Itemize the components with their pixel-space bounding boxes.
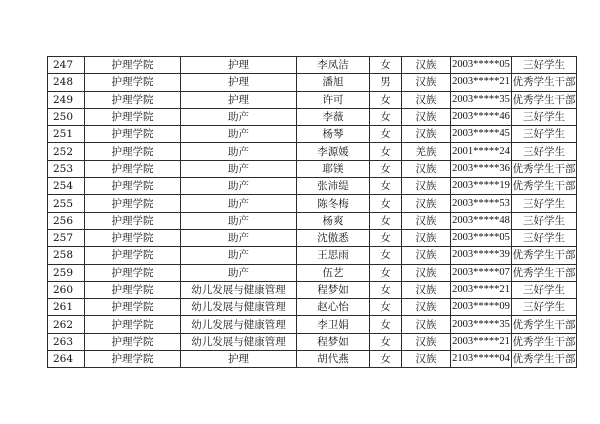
honor-cell: 优秀学生干部 (512, 160, 577, 177)
student-name-cell: 程梦如 (297, 333, 370, 350)
college-cell: 护理学院 (85, 57, 181, 74)
student-id-cell: 2003*****19 (451, 178, 512, 195)
college-cell: 护理学院 (85, 333, 181, 350)
ethnicity-cell: 汉族 (402, 281, 451, 298)
honor-cell: 优秀学生干部 (512, 333, 577, 350)
student-id-cell: 2003*****35 (451, 316, 512, 333)
gender-cell: 女 (370, 229, 402, 246)
table-row (48, 160, 577, 177)
student-id-cell: 2003*****45 (451, 126, 512, 143)
college-cell: 护理学院 (85, 195, 181, 212)
table-row (48, 229, 577, 246)
table-row (48, 333, 577, 350)
student-name-cell: 程梦如 (297, 281, 370, 298)
ethnicity-cell: 汉族 (402, 108, 451, 125)
row-number: 264 (48, 351, 85, 368)
honor-cell: 优秀学生干部 (512, 264, 577, 281)
student-name-cell: 耶镁 (297, 160, 370, 177)
row-number: 258 (48, 247, 85, 264)
gender-cell: 女 (370, 333, 402, 350)
major-cell: 幼儿发展与健康管理 (181, 316, 297, 333)
ethnicity-cell: 羌族 (402, 143, 451, 160)
table-row (48, 316, 577, 333)
honor-cell: 优秀学生干部 (512, 91, 577, 108)
gender-cell: 女 (370, 212, 402, 229)
student-id-cell: 2003*****05 (451, 229, 512, 246)
student-name-cell: 李卫娟 (297, 316, 370, 333)
student-name-cell: 张沛缇 (297, 178, 370, 195)
college-cell: 护理学院 (85, 74, 181, 91)
ethnicity-cell: 汉族 (402, 160, 451, 177)
student-name-cell: 赵心怡 (297, 299, 370, 316)
table-row (48, 178, 577, 195)
row-number: 250 (48, 108, 85, 125)
major-cell: 助产 (181, 178, 297, 195)
table-body (48, 57, 577, 368)
student-id-cell: 2003*****39 (451, 247, 512, 264)
gender-cell: 女 (370, 143, 402, 160)
honor-cell: 优秀学生干部 (512, 351, 577, 368)
row-number: 263 (48, 333, 85, 350)
college-cell: 护理学院 (85, 316, 181, 333)
gender-cell: 女 (370, 126, 402, 143)
table-row (48, 126, 577, 143)
row-number: 253 (48, 160, 85, 177)
college-cell: 护理学院 (85, 212, 181, 229)
ethnicity-cell: 汉族 (402, 178, 451, 195)
student-name-cell: 杨琴 (297, 126, 370, 143)
student-name-cell: 胡代燕 (297, 351, 370, 368)
student-name-cell: 陈冬梅 (297, 195, 370, 212)
gender-cell: 女 (370, 299, 402, 316)
row-number: 252 (48, 143, 85, 160)
honor-cell: 优秀学生干部 (512, 74, 577, 91)
table-row (48, 247, 577, 264)
honor-cell: 优秀学生干部 (512, 316, 577, 333)
ethnicity-cell: 汉族 (402, 195, 451, 212)
row-number: 251 (48, 126, 85, 143)
college-cell: 护理学院 (85, 281, 181, 298)
honor-cell: 三好学生 (512, 229, 577, 246)
student-id-cell: 2003*****07 (451, 264, 512, 281)
honor-cell: 三好学生 (512, 143, 577, 160)
major-cell: 幼儿发展与健康管理 (181, 299, 297, 316)
college-cell: 护理学院 (85, 143, 181, 160)
major-cell: 护理 (181, 351, 297, 368)
table-row (48, 57, 577, 74)
student-id-cell: 2003*****21 (451, 333, 512, 350)
college-cell: 护理学院 (85, 160, 181, 177)
college-cell: 护理学院 (85, 264, 181, 281)
student-id-cell: 2003*****35 (451, 91, 512, 108)
major-cell: 助产 (181, 108, 297, 125)
row-number: 257 (48, 229, 85, 246)
student-name-cell: 许可 (297, 91, 370, 108)
college-cell: 护理学院 (85, 178, 181, 195)
ethnicity-cell: 汉族 (402, 299, 451, 316)
student-id-cell: 2003*****48 (451, 212, 512, 229)
college-cell: 护理学院 (85, 126, 181, 143)
honor-cell: 三好学生 (512, 108, 577, 125)
student-id-cell: 2103*****04 (451, 351, 512, 368)
gender-cell: 女 (370, 316, 402, 333)
row-number: 256 (48, 212, 85, 229)
student-id-cell: 2003*****05 (451, 57, 512, 74)
table-row (48, 195, 577, 212)
college-cell: 护理学院 (85, 351, 181, 368)
student-name-cell: 杨爽 (297, 212, 370, 229)
ethnicity-cell: 汉族 (402, 91, 451, 108)
ethnicity-cell: 汉族 (402, 212, 451, 229)
honor-cell: 三好学生 (512, 212, 577, 229)
gender-cell: 男 (370, 74, 402, 91)
table-row (48, 143, 577, 160)
major-cell: 助产 (181, 126, 297, 143)
student-name-cell: 伍艺 (297, 264, 370, 281)
honor-cell: 三好学生 (512, 57, 577, 74)
row-number: 260 (48, 281, 85, 298)
row-number: 254 (48, 178, 85, 195)
student-id-cell: 2003*****21 (451, 74, 512, 91)
major-cell: 助产 (181, 160, 297, 177)
row-number: 249 (48, 91, 85, 108)
student-name-cell: 李源媛 (297, 143, 370, 160)
ethnicity-cell: 汉族 (402, 229, 451, 246)
ethnicity-cell: 汉族 (402, 316, 451, 333)
honor-cell: 优秀学生干部 (512, 178, 577, 195)
table-row (48, 108, 577, 125)
major-cell: 护理 (181, 74, 297, 91)
table-row (48, 264, 577, 281)
major-cell: 幼儿发展与健康管理 (181, 281, 297, 298)
student-id-cell: 2003*****36 (451, 160, 512, 177)
student-name-cell: 李薇 (297, 108, 370, 125)
ethnicity-cell: 汉族 (402, 247, 451, 264)
table-row (48, 351, 577, 368)
table-row (48, 281, 577, 298)
gender-cell: 女 (370, 281, 402, 298)
student-name-cell: 沈傲悉 (297, 229, 370, 246)
student-name-cell: 李凤洁 (297, 57, 370, 74)
student-id-cell: 2003*****46 (451, 108, 512, 125)
student-name-cell: 潘旭 (297, 74, 370, 91)
gender-cell: 女 (370, 195, 402, 212)
major-cell: 助产 (181, 247, 297, 264)
major-cell: 护理 (181, 91, 297, 108)
major-cell: 幼儿发展与健康管理 (181, 333, 297, 350)
student-id-cell: 2003*****21 (451, 281, 512, 298)
major-cell: 助产 (181, 143, 297, 160)
student-id-cell: 2003*****53 (451, 195, 512, 212)
ethnicity-cell: 汉族 (402, 74, 451, 91)
table-row (48, 91, 577, 108)
gender-cell: 女 (370, 351, 402, 368)
row-number: 259 (48, 264, 85, 281)
gender-cell: 女 (370, 108, 402, 125)
row-number: 247 (48, 57, 85, 74)
student-id-cell: 2001*****24 (451, 143, 512, 160)
gender-cell: 女 (370, 57, 402, 74)
college-cell: 护理学院 (85, 108, 181, 125)
major-cell: 助产 (181, 195, 297, 212)
row-number: 261 (48, 299, 85, 316)
row-number: 255 (48, 195, 85, 212)
gender-cell: 女 (370, 91, 402, 108)
major-cell: 助产 (181, 264, 297, 281)
ethnicity-cell: 汉族 (402, 57, 451, 74)
gender-cell: 女 (370, 247, 402, 264)
student-id-cell: 2003*****09 (451, 299, 512, 316)
honor-cell: 三好学生 (512, 195, 577, 212)
honor-cell: 三好学生 (512, 299, 577, 316)
award-list-table (47, 56, 577, 368)
student-name-cell: 王思雨 (297, 247, 370, 264)
honor-cell: 优秀学生干部 (512, 247, 577, 264)
ethnicity-cell: 汉族 (402, 126, 451, 143)
ethnicity-cell: 汉族 (402, 351, 451, 368)
gender-cell: 女 (370, 160, 402, 177)
ethnicity-cell: 汉族 (402, 264, 451, 281)
major-cell: 助产 (181, 229, 297, 246)
table-row (48, 299, 577, 316)
table-row (48, 74, 577, 91)
ethnicity-cell: 汉族 (402, 333, 451, 350)
honor-cell: 三好学生 (512, 126, 577, 143)
table-row (48, 212, 577, 229)
college-cell: 护理学院 (85, 247, 181, 264)
major-cell: 护理 (181, 57, 297, 74)
college-cell: 护理学院 (85, 91, 181, 108)
college-cell: 护理学院 (85, 299, 181, 316)
row-number: 262 (48, 316, 85, 333)
gender-cell: 女 (370, 264, 402, 281)
college-cell: 护理学院 (85, 229, 181, 246)
row-number: 248 (48, 74, 85, 91)
gender-cell: 女 (370, 178, 402, 195)
honor-cell: 三好学生 (512, 281, 577, 298)
major-cell: 助产 (181, 212, 297, 229)
